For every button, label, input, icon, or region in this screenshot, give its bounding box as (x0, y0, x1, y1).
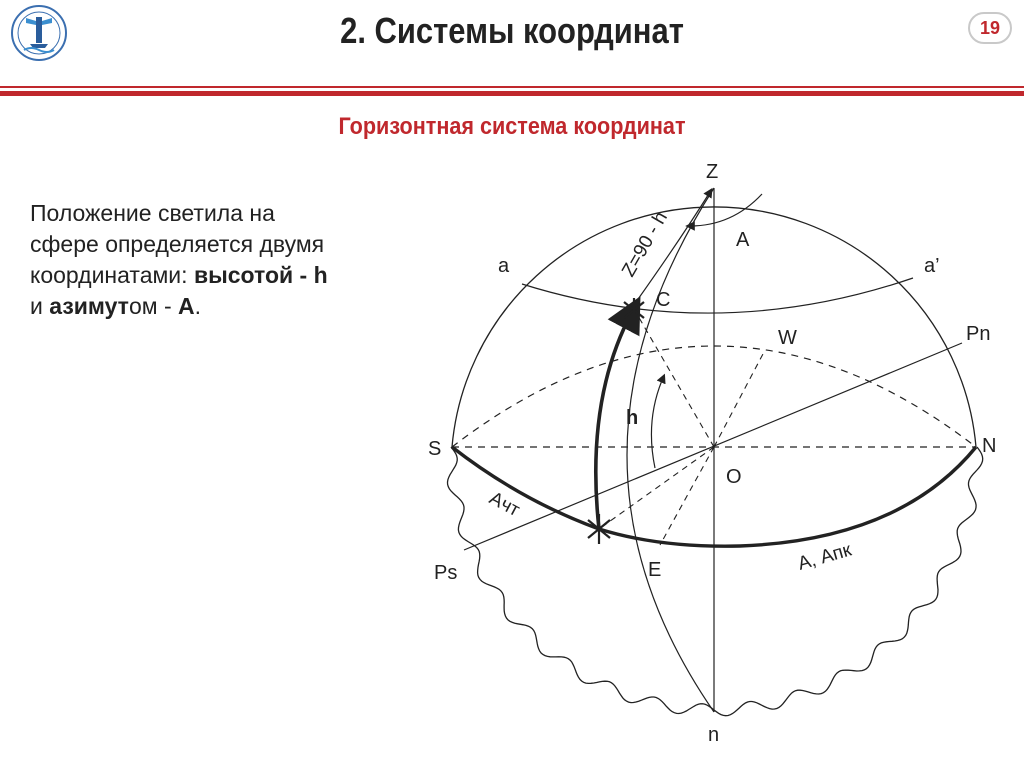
almucantar-arc (522, 278, 913, 313)
center-to-star-dashed (634, 309, 714, 447)
label-west: W (778, 327, 797, 349)
description-text-plain: . (194, 293, 202, 319)
label-nadir: n (708, 724, 720, 746)
label-semicircle-azimuth: Ачт (485, 487, 524, 522)
label-center: O (726, 466, 742, 488)
label-azimuth-arc: А (736, 229, 750, 251)
label-full-azimuth: А, Апк (795, 539, 854, 575)
description-text-plain: ом - (128, 293, 178, 319)
azimuth-symbol: А (178, 293, 195, 319)
page-title: 2. Системы координат (340, 10, 684, 51)
center-to-star-foot-dashed (599, 447, 714, 529)
altitude-term: высотой - h (193, 262, 328, 288)
label-pole-north: Pn (966, 323, 991, 345)
label-almucantar-right: a’ (924, 255, 940, 277)
label-zenith-distance: Z=90 - h (618, 208, 672, 281)
label-altitude: h (626, 407, 639, 429)
star-foot-marker-icon (588, 514, 610, 544)
azimuth-term: азимут (49, 293, 129, 319)
label-east: E (648, 559, 662, 581)
label-almucantar-left: a (498, 255, 510, 277)
label-zenith: Z (706, 161, 719, 183)
label-north: N (982, 435, 997, 457)
description-line-2: сфере определяется двумя (30, 231, 325, 257)
center-to-west-dashed (714, 352, 764, 447)
description-text-plain: и (30, 293, 50, 319)
label-star: С (656, 289, 671, 311)
page-number-badge: 19 (968, 12, 1012, 44)
description-line-1: Положение светила на (30, 200, 275, 226)
altitude-angle-arc (651, 378, 663, 468)
sphere-outline-lower-wavy (448, 447, 983, 716)
center-to-east-dashed (660, 447, 714, 545)
label-pole-south: Ps (434, 562, 458, 584)
description-text-plain: координатами: (30, 262, 194, 288)
section-subtitle: Горизонтная система координат (338, 113, 686, 140)
label-south: S (428, 438, 442, 460)
